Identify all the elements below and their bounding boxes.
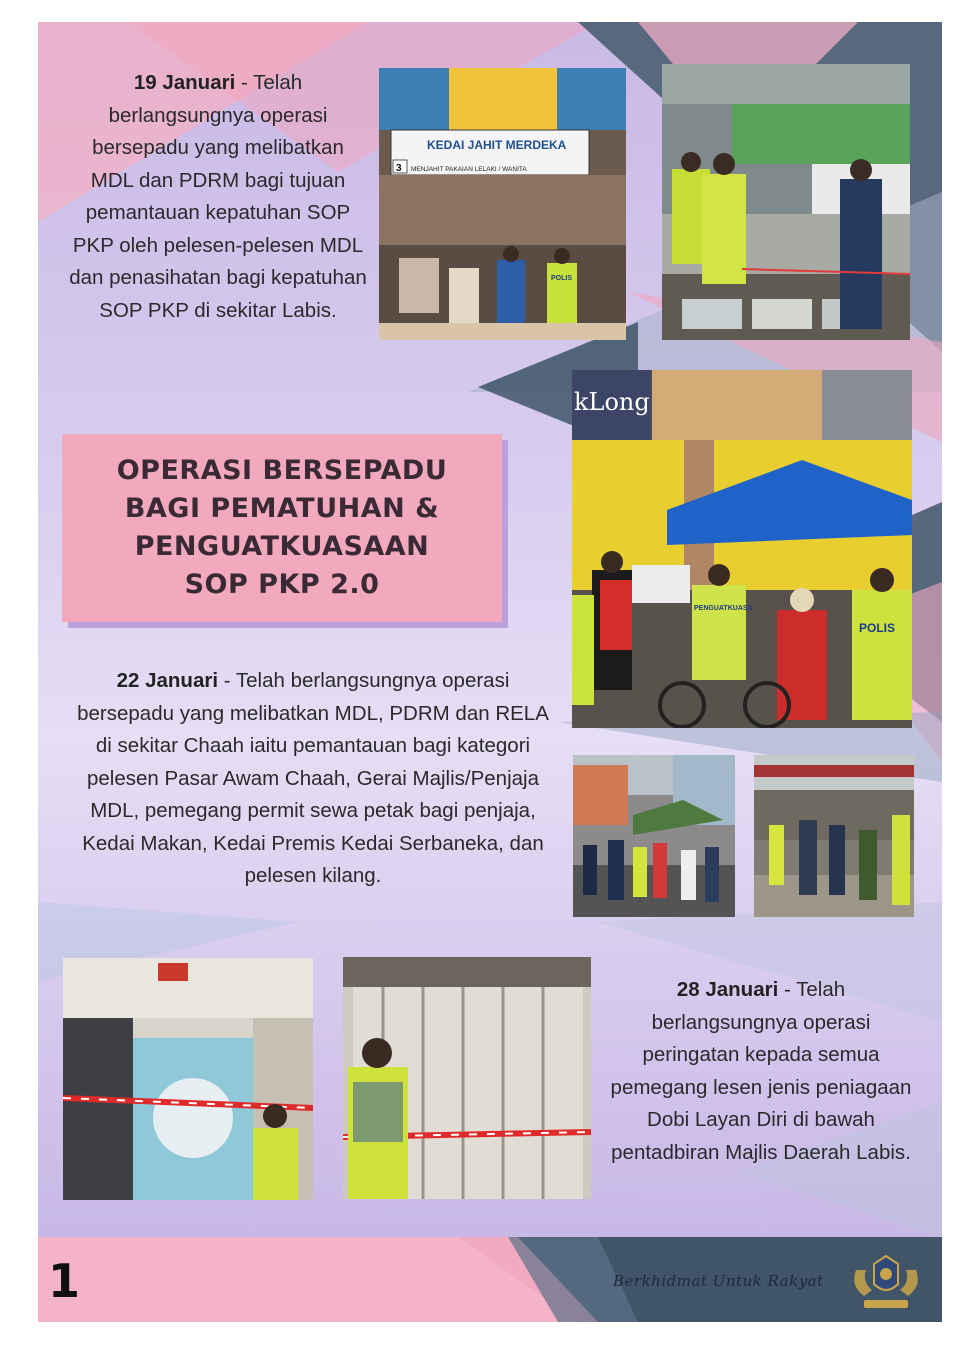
footer-tagline: Berkhidmat Untuk Rakyat	[613, 1272, 824, 1290]
section-28-januari-body: - Telah berlangsungnya operasi peringatan kepada semua pemegang lesen jenis peniagaan Dobi Layan Diri di bawah pentadbiran Majlis Daerah Labis.	[610, 978, 912, 1164]
page-title: OPERASI BERSEPADU BAGI PEMATUHAN & PENGUATKUASAAN SOP PKP 2.0	[116, 455, 448, 600]
enforcement-vest-text: PENGUATKUASA	[694, 605, 753, 612]
section-19-januari-text	[68, 67, 368, 327]
photo-market-meeting	[754, 755, 914, 917]
section-28-januari-text	[606, 974, 916, 1169]
photo-market-patrol	[662, 64, 910, 340]
photo-stall-inspection	[572, 370, 912, 728]
shop-subtitle-text: MENJAHIT PAKAIAN LELAKI / WANITA	[411, 166, 527, 173]
section-19-januari-date: 19 Januari	[133, 71, 236, 94]
section-22-januari-text	[68, 665, 558, 893]
photo-laundrette-tape	[63, 958, 313, 1200]
mall-sign-text: kLong	[574, 388, 650, 416]
title-box	[62, 434, 502, 622]
police-vest-text-large: POLIS	[859, 621, 896, 635]
section-28-januari-date: 28 Januari	[676, 978, 779, 1001]
police-vest-text: POLIS	[551, 275, 573, 282]
photo-shuttered-shop	[343, 957, 591, 1199]
document-page	[38, 22, 942, 1322]
photo-street-stalls	[573, 755, 735, 917]
photo-shop-inspection	[379, 68, 626, 340]
page-number: 1	[48, 1254, 81, 1308]
section-22-januari-date: 22 Januari	[116, 669, 219, 692]
shop-sign-text: KEDAI JAHIT MERDEKA	[427, 138, 567, 152]
section-22-januari-body: - Telah berlangsungnya operasi bersepadu yang melibatkan MDL, PDRM dan RELA di sekitar Chaah iaitu pemantauan bagi kategori pelesen Pasar Awam Chaah, Gerai Majlis/Penjaja MDL, pemegang permit sewa petak bagi penjaja, Kedai Makan, Kedai Premis Kedai Serbaneka, dan pelesen kilang.	[77, 669, 549, 887]
council-crest-icon	[846, 1250, 926, 1316]
shop-number-text: 3	[396, 163, 402, 174]
section-19-januari-body: - Telah berlangsungnya operasi bersepadu yang melibatkan MDL dan PDRM bagi tujuan pemantauan kepatuhan SOP PKP oleh pelesen-pelesen MDL dan penasihatan bagi kepatuhan SOP PKP di sekitar Labis.	[69, 71, 367, 322]
